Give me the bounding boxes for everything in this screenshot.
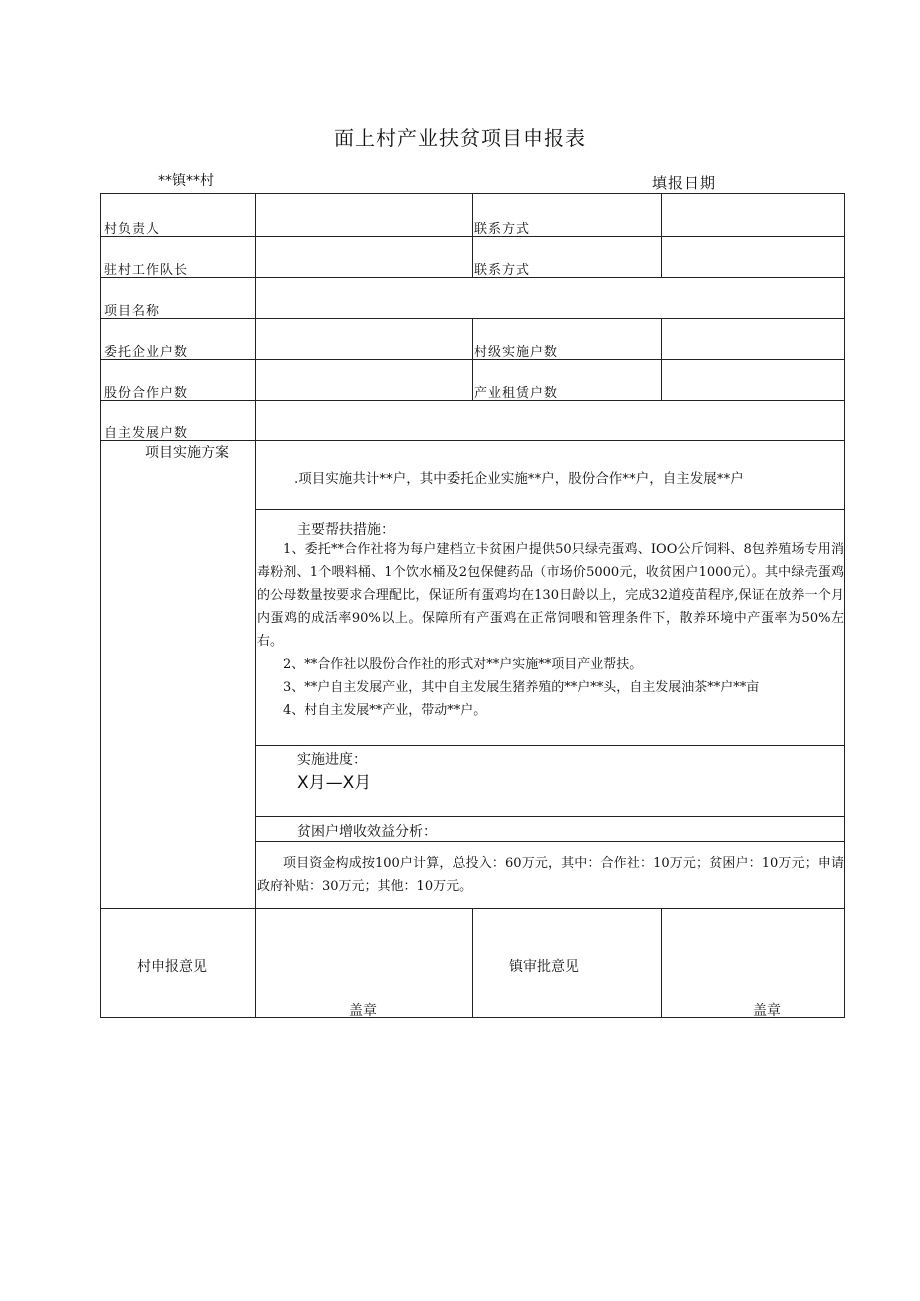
plan-label: 项目实施方案 bbox=[145, 445, 229, 461]
progress-heading: 实施进度： bbox=[297, 752, 367, 768]
measure-1: 1、委托**合作社将为每户建档立卡贫困户提供50只绿壳蛋鸡、IOO公斤饲料、8包养殖场专用消毒粉剂、1个喂料桶、1个饮水桶及2包保健药品（市场价5000元，收贫困户1000元）。其中绿壳蛋鸡的公母数量按要求合理配比，保证所有蛋鸡均在130日龄以上，完成32道疫苗程序,保证在放养一个月内蛋鸡的成活率90%以上。保障所有产蛋鸡在正常饲喂和管理条件下，散养环境中产蛋率为50%左右。 bbox=[257, 542, 844, 649]
town-village-label: **镇**村 bbox=[158, 173, 214, 189]
town-opinion-label: 镇审批意见 bbox=[509, 959, 579, 975]
measure-3: 3、**户自主发展产业，其中自主发展生猪养殖的**户**头，自主发展油茶**户**亩 bbox=[283, 680, 760, 695]
column-divider bbox=[472, 318, 473, 400]
contact-label-1: 联系方式 bbox=[474, 222, 531, 237]
project-name-label: 项目名称 bbox=[104, 304, 161, 319]
measures-heading: 主要帮扶措施： bbox=[297, 522, 395, 538]
row-divider bbox=[255, 745, 844, 746]
row-divider bbox=[101, 277, 844, 278]
application-form-table bbox=[100, 193, 845, 1018]
funds-body bbox=[257, 852, 844, 898]
plan-summary: .项目实施共计**户，其中委托企业实施**户，股份合作**户，自主发展**户 bbox=[294, 471, 744, 487]
contact-label-2: 联系方式 bbox=[474, 263, 531, 278]
page-title: 面上村产业扶贫项目申报表 bbox=[334, 126, 586, 150]
self-dev-households-label: 自主发展户数 bbox=[104, 426, 189, 441]
progress-value: X月—X月 bbox=[297, 773, 372, 793]
row-divider bbox=[255, 509, 844, 510]
seal-label-2: 盖章 bbox=[753, 1003, 781, 1019]
column-divider bbox=[661, 318, 662, 400]
village-opinion-label: 村申报意见 bbox=[137, 959, 207, 975]
measure-2: 2、**合作社以股份合作社的形式对**户实施**项目产业帮扶。 bbox=[283, 657, 643, 672]
column-divider bbox=[472, 194, 473, 277]
row-divider bbox=[101, 400, 844, 401]
row-divider bbox=[255, 841, 844, 842]
benefit-heading: 贫困户增收效益分析： bbox=[297, 824, 437, 840]
village-level-households-label: 村级实施户数 bbox=[474, 345, 559, 360]
shareholding-households-label: 股份合作户数 bbox=[104, 386, 189, 401]
leasing-households-label: 产业租赁户数 bbox=[474, 386, 559, 401]
seal-label-1: 盖章 bbox=[349, 1003, 377, 1019]
measure-4: 4、村自主发展**产业，带动**户。 bbox=[283, 703, 487, 718]
column-divider bbox=[255, 194, 256, 1017]
column-divider bbox=[661, 908, 662, 1017]
column-divider bbox=[661, 194, 662, 277]
funds-text: 项目资金构成按100户计算，总投入：60万元，其中：合作社：10万元；贫困户：10万元；申请政府补贴：30万元；其他：10万元。 bbox=[257, 856, 844, 894]
row-divider bbox=[255, 816, 844, 817]
village-leader-label: 村负责人 bbox=[104, 222, 161, 237]
row-divider bbox=[101, 440, 844, 441]
work-team-leader-label: 驻村工作队长 bbox=[104, 263, 189, 278]
fill-date-label: 填报日期 bbox=[652, 174, 717, 192]
measures-body bbox=[257, 538, 844, 722]
column-divider bbox=[472, 908, 473, 1017]
entrusted-households-label: 委托企业户数 bbox=[104, 345, 189, 360]
